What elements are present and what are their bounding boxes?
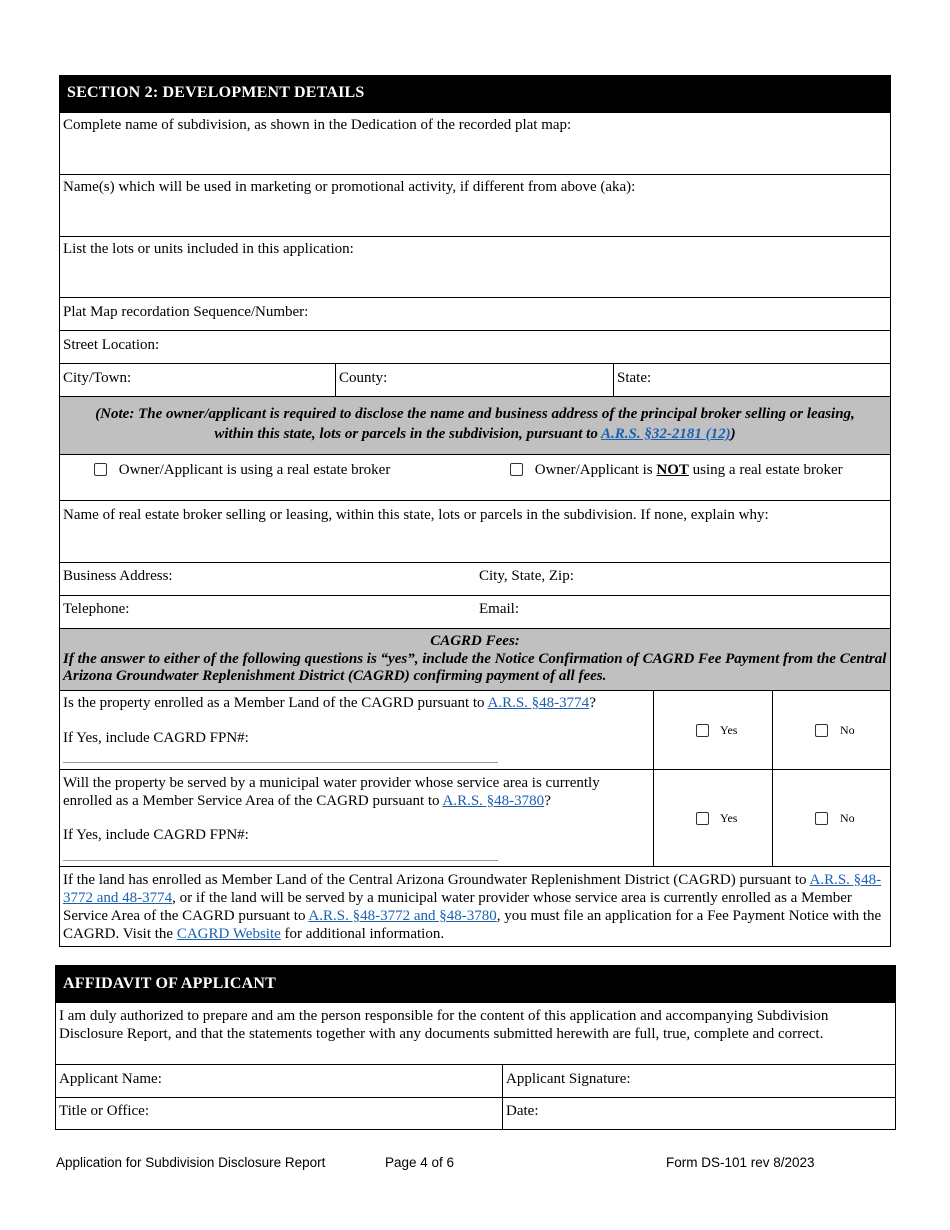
affidavit-header: AFFIDAVIT OF APPLICANT [55, 965, 896, 1003]
marketing-names-field[interactable] [59, 175, 891, 237]
cagrd-q2-fpn-label: If Yes, include CAGRD FPN#: [63, 827, 249, 843]
email-label: Email: [479, 601, 519, 617]
cagrd-info-part1: If the land has enrolled as Member Land of the Central Arizona Groundwater Replenishment District (CAGRD) pursuant to [63, 872, 807, 888]
broker-no-option[interactable] [510, 462, 843, 479]
cagrd-q2-yes-label: Yes [720, 811, 738, 825]
city-label: City/Town: [63, 370, 132, 386]
business-address-row [59, 563, 891, 596]
cagrd-q1-yes-label: Yes [720, 723, 738, 737]
county-label: County: [339, 370, 388, 386]
broker-yes-checkbox[interactable] [94, 463, 107, 476]
broker-no-not: NOT [656, 462, 689, 478]
applicant-signature-field[interactable] [502, 1065, 896, 1098]
cagrd-info [59, 867, 891, 947]
cagrd-q2-yes-cell[interactable] [653, 770, 773, 867]
city-field[interactable] [59, 364, 336, 397]
broker-no-label-pre: Owner/Applicant is [534, 462, 653, 478]
cagrd-q2-text: Will the property be served by a municipal water provider whose service area is currently enrolled as a Member Service Area of the CAGRD pursuant to [63, 775, 600, 809]
cagrd-q1-no-cell[interactable] [772, 691, 891, 770]
cagrd-q1-text-block [63, 694, 648, 712]
subdivision-name-field[interactable] [59, 113, 891, 175]
applicant-name-field[interactable] [55, 1065, 503, 1098]
cagrd-info-part2: , or if the land will be served by a municipal water provider whose service area is currently enrolled as a Member Service Area of the CAGRD pursuant to [63, 890, 852, 924]
cagrd-q1-end: ? [589, 695, 596, 711]
affidavit-statement-text: I am duly authorized to prepare and am the person responsible for the content of this application and accompanying Subdivision Disclosure Report, and that the statements together with any documents submitted herewith are full, true, complete and correct. [59, 1008, 829, 1042]
cagrd-q2-no-checkbox[interactable] [815, 812, 828, 825]
plat-map-field[interactable] [59, 298, 891, 331]
footer-page-number: Page 4 of 6 [385, 1155, 455, 1170]
broker-note-close: ) [730, 426, 736, 442]
broker-name-label: Name of real estate broker selling or leasing, within this state, lots or parcels in the subdivision. If none, explain why: [63, 507, 769, 523]
state-field[interactable] [613, 364, 891, 397]
lots-field[interactable] [59, 237, 891, 298]
business-address-label: Business Address: [63, 568, 173, 584]
cagrd-q1-yes-checkbox[interactable] [696, 724, 709, 737]
cagrd-q1-fpn-label: If Yes, include CAGRD FPN#: [63, 730, 249, 746]
marketing-names-label: Name(s) which will be used in marketing or promotional activity, if different from above (aka): [63, 179, 636, 195]
cagrd-q2-no-cell[interactable] [772, 770, 891, 867]
ars-48-3772-3774-link[interactable]: A.R.S. §48-3772 and 48-3774 [63, 872, 882, 906]
cagrd-q1-yes-cell[interactable] [653, 691, 773, 770]
applicant-signature-label: Applicant Signature: [506, 1071, 631, 1087]
cagrd-q1-no-label: No [840, 723, 855, 737]
cagrd-q2-end: ? [544, 793, 551, 809]
title-office-label: Title or Office: [59, 1103, 149, 1119]
broker-no-checkbox[interactable] [510, 463, 523, 476]
telephone-row [59, 596, 891, 629]
street-location-label: Street Location: [63, 337, 160, 353]
ars-48-3774-link[interactable]: A.R.S. §48-3774 [487, 695, 590, 711]
cagrd-q2-text-block [63, 774, 648, 810]
broker-note [59, 397, 891, 455]
broker-yes-label: Owner/Applicant is using a real estate broker [118, 462, 391, 478]
broker-options-row [59, 455, 891, 501]
street-location-field[interactable] [59, 331, 891, 364]
ars-48-3780-link[interactable]: A.R.S. §48-3780 [442, 793, 545, 809]
cagrd-header [59, 629, 891, 691]
county-field[interactable] [335, 364, 614, 397]
footer-form-number: Form DS-101 rev 8/2023 [666, 1155, 815, 1170]
cagrd-website-link[interactable]: CAGRD Website [176, 926, 281, 942]
date-field[interactable] [502, 1097, 896, 1130]
cagrd-info-part4: for additional information. [284, 926, 445, 942]
broker-name-field[interactable] [59, 501, 891, 563]
subdivision-name-label: Complete name of subdivision, as shown in the Dedication of the recorded plat map: [63, 117, 572, 133]
cagrd-q1-no-checkbox[interactable] [815, 724, 828, 737]
state-label: State: [617, 370, 652, 386]
city-state-zip-label: City, State, Zip: [479, 568, 574, 584]
lots-label: List the lots or units included in this application: [63, 241, 354, 257]
ars-32-2181-link[interactable]: A.R.S. §32-2181 (12) [601, 426, 731, 442]
title-office-field[interactable] [55, 1097, 503, 1130]
cagrd-q1-text: Is the property enrolled as a Member Land of the CAGRD pursuant to [63, 695, 485, 711]
section2-header: SECTION 2: DEVELOPMENT DETAILS [59, 75, 891, 113]
cagrd-question-2 [59, 770, 654, 867]
cagrd-q2-no-label: No [840, 811, 855, 825]
affidavit-statement [55, 1003, 896, 1065]
cagrd-q2-fpn-line[interactable] [63, 860, 498, 861]
cagrd-q1-fpn-line[interactable] [63, 762, 498, 763]
footer-doc-title: Application for Subdivision Disclosure Report [56, 1155, 326, 1170]
cagrd-q2-yes-checkbox[interactable] [696, 812, 709, 825]
cagrd-info-part3: , you must file an application for a Fee Payment Notice with the CAGRD. Visit the [63, 908, 882, 942]
date-label: Date: [506, 1103, 539, 1119]
broker-no-label-post: using a real estate broker [692, 462, 843, 478]
applicant-name-label: Applicant Name: [59, 1071, 162, 1087]
broker-note-text: (Note: The owner/applicant is required to disclose the name and business address of the principal broker selling or leasing, within this state, lots or parcels in the subdivision, pursuant to [95, 406, 855, 442]
cagrd-title: CAGRD Fees: [430, 633, 520, 649]
broker-yes-option[interactable] [94, 462, 390, 479]
cagrd-question-1 [59, 691, 654, 770]
cagrd-instructions: If the answer to either of the following questions is “yes”, include the Notice Confirmation of CAGRD Fee Payment from the Central Arizona Groundwater Replenishment District (CAGRD) confirming payment of all fees. [63, 650, 887, 684]
ars-48-3772-3780-link[interactable]: A.R.S. §48-3772 and §48-3780 [308, 908, 497, 924]
telephone-label: Telephone: [63, 601, 130, 617]
plat-map-label: Plat Map recordation Sequence/Number: [63, 304, 309, 320]
